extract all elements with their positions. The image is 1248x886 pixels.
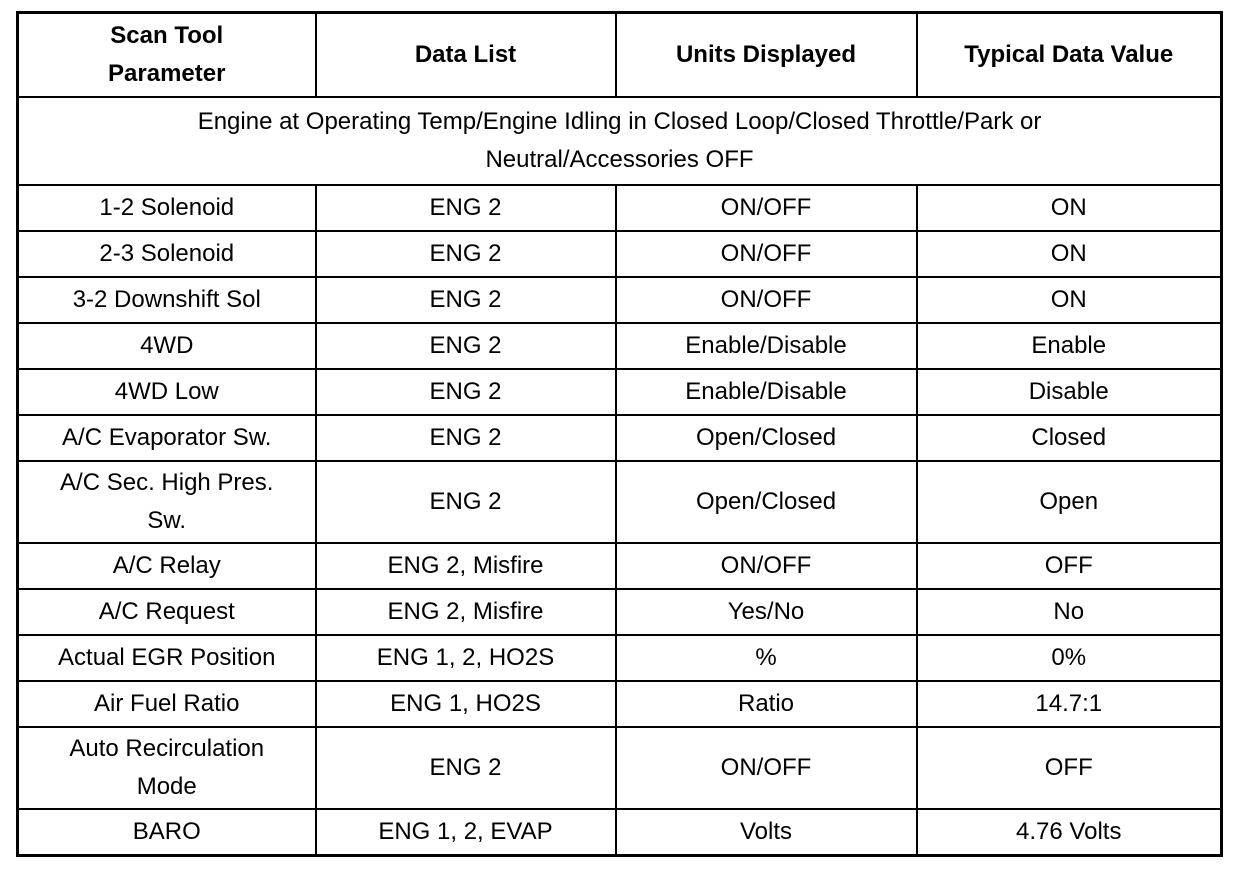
header-data-list: Data List [316, 13, 616, 98]
cell-data-list: ENG 2 [316, 231, 616, 277]
table-row [18, 681, 1222, 727]
table-row [18, 231, 1222, 277]
cell-data-list: ENG 2 [316, 369, 616, 415]
cell-data-list: ENG 2, Misfire [316, 589, 616, 635]
condition-row [18, 97, 1222, 185]
cell-parameter: BARO [18, 809, 316, 856]
cell-parameter: 3-2 Downshift Sol [18, 277, 316, 323]
cell-typical-value: Enable [917, 323, 1222, 369]
operating-condition: Engine at Operating Temp/Engine Idling in Closed Loop/Closed Throttle/Park or Neutral/Accessories OFF [18, 97, 1222, 185]
cell-data-list: ENG 2 [316, 277, 616, 323]
header-row [18, 13, 1222, 98]
cell-parameter: 4WD Low [18, 369, 316, 415]
table-row [18, 185, 1222, 231]
table-row [18, 543, 1222, 589]
cell-units: Ratio [616, 681, 917, 727]
cell-data-list: ENG 1, 2, HO2S [316, 635, 616, 681]
cell-units: Open/Closed [616, 415, 917, 461]
cell-units: Enable/Disable [616, 369, 917, 415]
cell-parameter: A/C Evaporator Sw. [18, 415, 316, 461]
cell-parameter: A/C Request [18, 589, 316, 635]
cell-parameter: Actual EGR Position [18, 635, 316, 681]
cell-units: % [616, 635, 917, 681]
cell-data-list: ENG 1, 2, EVAP [316, 809, 616, 856]
header-scan-tool-parameter: Scan Tool Parameter [18, 13, 316, 98]
cell-typical-value: 0% [917, 635, 1222, 681]
cell-typical-value: Open [917, 461, 1222, 543]
table-row [18, 323, 1222, 369]
cell-parameter: 1-2 Solenoid [18, 185, 316, 231]
cell-typical-value: OFF [917, 543, 1222, 589]
table-row [18, 277, 1222, 323]
cell-typical-value: 14.7:1 [917, 681, 1222, 727]
table-row [18, 461, 1222, 543]
cell-units: Yes/No [616, 589, 917, 635]
cell-units: Enable/Disable [616, 323, 917, 369]
cell-parameter: 4WD [18, 323, 316, 369]
cell-typical-value: 4.76 Volts [917, 809, 1222, 856]
table-row [18, 727, 1222, 809]
table-row [18, 635, 1222, 681]
cell-units: Open/Closed [616, 461, 917, 543]
scan-tool-data-table [16, 11, 1223, 857]
cell-units: Volts [616, 809, 917, 856]
table-row [18, 369, 1222, 415]
cell-parameter: Air Fuel Ratio [18, 681, 316, 727]
cell-typical-value: Closed [917, 415, 1222, 461]
cell-units: ON/OFF [616, 185, 917, 231]
table-row [18, 589, 1222, 635]
cell-typical-value: ON [917, 185, 1222, 231]
cell-data-list: ENG 2, Misfire [316, 543, 616, 589]
cell-data-list: ENG 2 [316, 415, 616, 461]
header-units-displayed: Units Displayed [616, 13, 917, 98]
cell-parameter: Auto Recirculation Mode [18, 727, 316, 809]
cell-units: ON/OFF [616, 231, 917, 277]
cell-typical-value: ON [917, 277, 1222, 323]
table-row [18, 415, 1222, 461]
cell-data-list: ENG 2 [316, 461, 616, 543]
header-typical-data-value: Typical Data Value [917, 13, 1222, 98]
cell-parameter: A/C Relay [18, 543, 316, 589]
cell-units: ON/OFF [616, 727, 917, 809]
cell-typical-value: Disable [917, 369, 1222, 415]
cell-typical-value: No [917, 589, 1222, 635]
table-row [18, 809, 1222, 856]
cell-data-list: ENG 2 [316, 323, 616, 369]
cell-units: ON/OFF [616, 543, 917, 589]
cell-data-list: ENG 1, HO2S [316, 681, 616, 727]
cell-parameter: A/C Sec. High Pres. Sw. [18, 461, 316, 543]
cell-units: ON/OFF [616, 277, 917, 323]
cell-data-list: ENG 2 [316, 185, 616, 231]
cell-typical-value: ON [917, 231, 1222, 277]
cell-typical-value: OFF [917, 727, 1222, 809]
cell-parameter: 2-3 Solenoid [18, 231, 316, 277]
document-page [16, 11, 1220, 857]
cell-data-list: ENG 2 [316, 727, 616, 809]
